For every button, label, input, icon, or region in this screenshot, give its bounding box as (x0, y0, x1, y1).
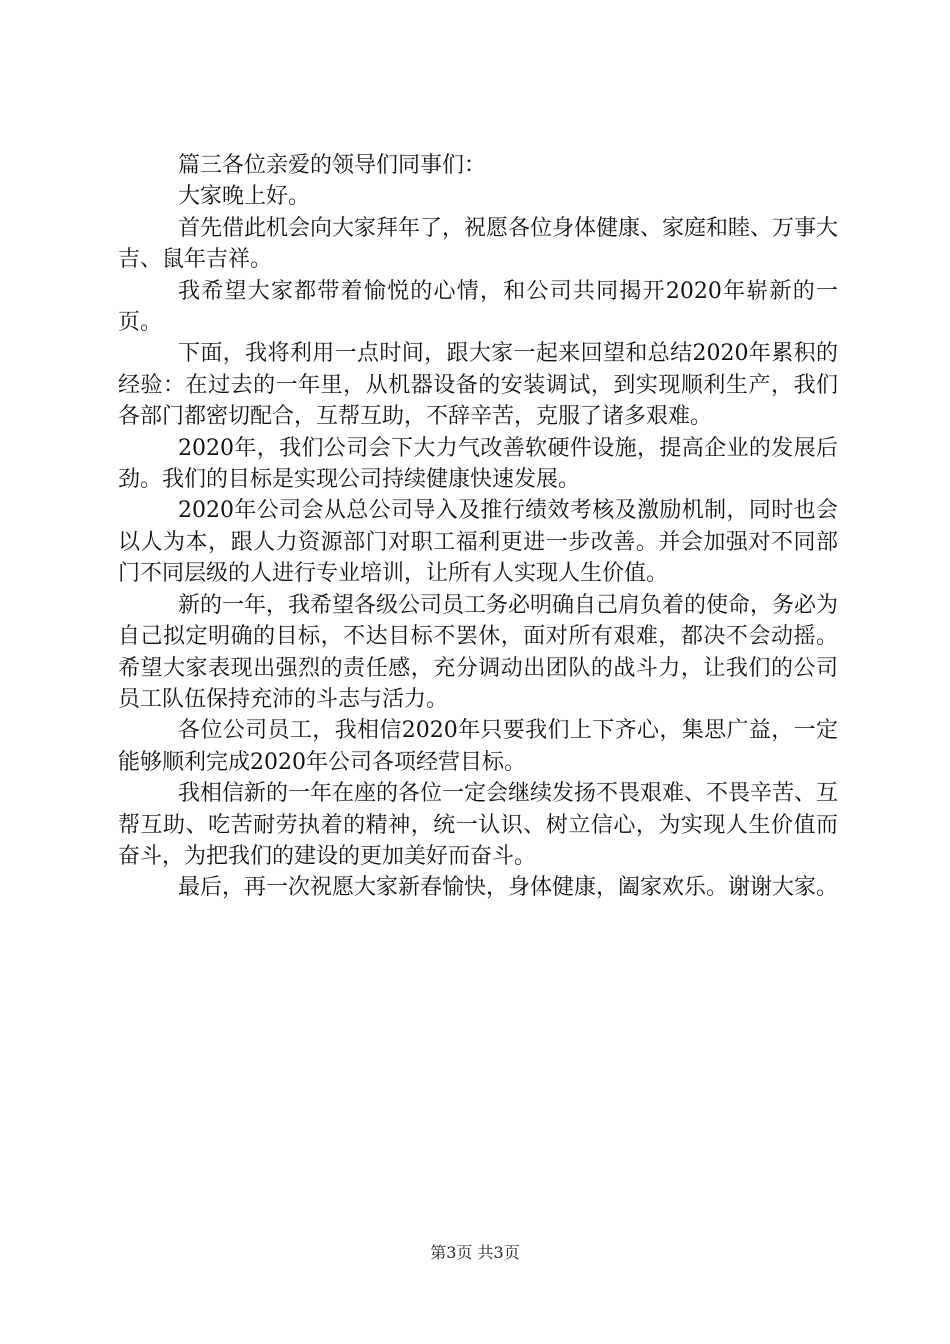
page-footer: 第3页 共3页 (430, 1243, 520, 1262)
paragraph-facilities: 2020年，我们公司会下大力气改善软硬件设施，提高企业的发展后劲。我们的目标是实现公司持续健康快速发展。 (118, 435, 838, 493)
paragraph-title: 篇三各位亲爱的领导们同事们： (178, 153, 487, 178)
paragraph-new-page: 我希望大家都带着愉悦的心情，和公司共同揭开2020年崭新的一页。 (118, 278, 838, 336)
paragraph-performance: 2020年公司会从总公司导入及推行绩效考核及激励机制，同时也会以人为本，跟人力资源部门对职工福利更进一步改善。并会加强对不同部门不同层级的人进行专业培训，让所有人实现人生价值。 (118, 498, 838, 587)
document-body (118, 150, 838, 904)
paragraph-greeting: 大家晚上好。 (178, 184, 311, 210)
paragraph-closing: 最后，再一次祝愿大家新春愉快，身体健康，阖家欢乐。谢谢大家。 (178, 875, 839, 901)
paragraph-mission: 新的一年，我希望各级公司员工务必明确自己肩负着的使命，务必为自己拟定明确的目标，不达目标不罢休，面对所有艰难，都决不会动摇。希望大家表现出强烈的责任感，充分调动出团队的战斗力，让我们的公司员工队伍保持充沛的斗志与活力。 (118, 592, 839, 712)
paragraph-spirit: 我相信新的一年在座的各位一定会继续发扬不畏艰难、不畏辛苦、互帮互助、吃苦耐劳执着的精神，统一认识、树立信心，为实现人生价值而奋斗，为把我们的建设的更加美好而奋斗。 (118, 781, 839, 869)
paragraph-review: 下面，我将利用一点时间，跟大家一起来回望和总结2020年累积的经验：在过去的一年里，从机器设备的安装调试，到实现顺利生产，我们各部门都密切配合，互帮互助，不辞辛苦，克服了诸多艰难。 (118, 341, 838, 430)
paragraph-targets: 各位公司员工，我相信2020年只要我们上下齐心，集思广益，一定能够顺利完成2020年公司各项经营目标。 (118, 718, 838, 775)
paragraph-new-year-wishes: 首先借此机会向大家拜年了，祝愿各位身体健康、家庭和睦、万事大吉、鼠年吉祥。 (118, 215, 839, 273)
